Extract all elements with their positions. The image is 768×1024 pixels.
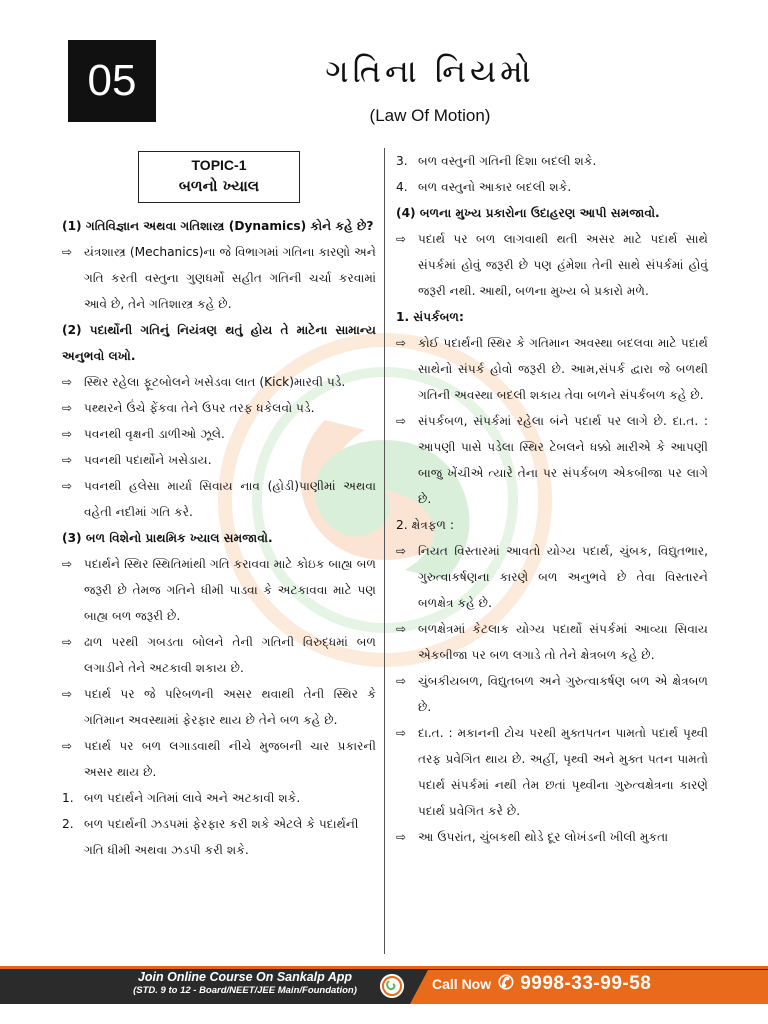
- phone-number[interactable]: ✆ 9998-33-99-58: [498, 973, 652, 994]
- bullet-item: ⇨ બળક્ષેત્રમાં કેટલાક યોગ્ય પદાર્થો સંપર્કમાં આવ્યા સિવાય એકબીજા પર બળ લગાડે તો તેને ક્ષેત્રબળ કહે છે.: [396, 616, 708, 668]
- bullet-item: ⇨ પદાર્થ પર જે પરિબળની અસર થવાથી તેની સ્થિર કે ગતિમાન અવસ્થામાં ફેરફાર થાય છે તેને બળ કહે છે.: [62, 681, 376, 733]
- item-number: 1.: [62, 791, 74, 805]
- numbered-item: [396, 174, 708, 200]
- question-3: (3) બળ વિશેનો પ્રાથમિક ખ્યાલ સમજાવો.: [62, 531, 273, 545]
- bullet-item: ⇨ આ ઉપરાંત, ચુંબકથી થોડે દૂર લોખંડની ખીલી મુકતા: [396, 824, 708, 850]
- section-heading-contact: 1. સંપર્કબળ:: [396, 310, 464, 324]
- bullet-item: ⇨ સ્થિર રહેલા ફૂટબોલને ખસેડવા લાત (Kick)મારવી પડે.: [62, 369, 376, 395]
- topic-box: [138, 151, 300, 203]
- column-divider: [384, 148, 385, 954]
- bullet-item: ⇨ નિયત વિસ્તારમાં આવતો યોગ્ય પદાર્થ, ચુંબક, વિદ્યુતભાર, ગુરુત્વાકર્ષણના કારણે બળ અનુભવે છે તેવા વિસ્તારને બળક્ષેત્ર કહે છે.: [396, 538, 708, 616]
- bullet-item: ⇨ કોઈ પદાર્થની સ્થિર કે ગતિમાન અવસ્થા બદલવા માટે પદાર્થ સાથેનો સંપર્ક હોવો જરૂરી છે. આમ,સંપર્ક દ્વારા જે બળથી ગતિની અવસ્થા બદલી શકાય તેવા બળને સંપર્કબળ કહે છે.: [396, 330, 708, 408]
- question-1: (1) ગતિવિજ્ઞાન અથવા ગતિશાસ્ત્ર (Dynamics) કોને કહે છે?: [62, 219, 374, 233]
- footer-accent-line: [0, 966, 768, 969]
- numbered-item: [62, 785, 376, 811]
- section-heading-field: 2. ક્ષેત્રફળ :: [396, 518, 455, 532]
- bullet-item: ⇨ ચુંબકીયબળ, વિદ્યુતબળ અને ગુરુત્વાકર્ષણ બળ એ ક્ષેત્રબળ છે.: [396, 668, 708, 720]
- item-text: બળ પદાર્થને ગતિમાં લાવે અને અટકાવી શકે.: [84, 791, 301, 805]
- chapter-title: ગતિના નિયમો: [325, 52, 535, 90]
- answer-1: ⇨ યંત્રશાસ્ત્ર (Mechanics)ના જે વિભાગમાં ગતિના કારણો અને ગતિ કરતી વસ્તુના ગુણધર્મો સહીત ગતિની ચર્ચા કરવામાં આવે છે, તેને ગતિશાસ્ત્ર કહે છે.: [62, 239, 376, 317]
- bullet-item: ⇨ પવનથી હલેસા માર્યા સિવાય નાવ (હોડી)પાણીમાં અથવા વહેતી નદીમાં ગતિ કરે.: [62, 473, 376, 525]
- call-now-label: Call Now: [432, 976, 492, 992]
- bullet-item: ⇨ પદાર્થ પર બળ લાગવાથી થતી અસર માટે પદાર્થ સાથે સંપર્કમાં હોવું જરૂરી છે પણ હંમેશા તેની સાથે સંપર્કમાં હોવું જરૂરી નથી. આથી, બળના મુખ્ય બે પ્રકારો મળે.: [396, 226, 708, 304]
- item-number: 3.: [396, 154, 408, 168]
- item-number: 4.: [396, 180, 408, 194]
- chapter-subtitle: (Law Of Motion): [369, 106, 491, 125]
- item-text: બળ પદાર્થની ઝડપમાં ફેરફાર કરી શકે એટલે કે પદાર્થની ગતિ ધીમી અથવા ઝડપી કરી શકે.: [84, 817, 359, 857]
- bullet-item: ⇨ પવનથી પદાર્થોને ખસેડાય.: [62, 447, 376, 473]
- phone-number-text: 9998-33-99-58: [520, 973, 652, 994]
- bullet-item: ⇨ પવનથી વૃક્ષની ડાળીઓ ઝૂલે.: [62, 421, 376, 447]
- chapter-number: 05: [68, 40, 156, 122]
- left-column: [62, 148, 376, 863]
- bullet-item: ⇨ ઢાળ પરથી ગબડતા બોલને તેની ગતિની વિરુદ્ધમાં બળ લગાડીને તેને અટકાવી શકાય છે.: [62, 629, 376, 681]
- sankalp-logo-icon: [380, 974, 404, 998]
- item-text: બળ વસ્તુનો આકાર બદલી શકે.: [418, 180, 572, 194]
- item-text: બળ વસ્તુની ગતિની દિશા બદલી શકે.: [418, 154, 597, 168]
- footer-promo: [100, 970, 390, 998]
- numbered-item: [396, 148, 708, 174]
- footer-std-text: (STD. 9 to 12 - Board/NEET/JEE Main/Foundation): [133, 985, 357, 996]
- bullet-item: ⇨ દા.ત. : મકાનની ટોચ પરથી મુક્તપતન પામતો પદાર્થ પૃથ્વી તરફ પ્રવેગિત થાય છે. અહીં, પૃથ્વી અને મુક્ત પતન પામતો પદાર્થ સંપર્કમાં નથી તેમ છતાં પૃથ્વીના ગુરુત્વક્ષેત્રના કારણે પદાર્થ પ્રવેગિત કરે છે.: [396, 720, 708, 824]
- bullet-item: ⇨ પદાર્થને સ્થિર સ્થિતિમાંથી ગતિ કરાવવા માટે કોઇક બાહ્ય બળ જરૂરી છે તેમજ ગતિને ધીમી પાડવા કે અટકાવવા માટે પણ બાહ્ય બળ જરૂરી છે.: [62, 551, 376, 629]
- question-2: (2) પદાર્થોની ગતિનું નિયંત્રણ થતું હોય તે માટેના સામાન્ય અનુભવો લખો.: [62, 323, 376, 363]
- bullet-item: ⇨ પદાર્થ પર બળ લગાડવાથી નીચે મુજબની ચાર પ્રકારની અસર થાય છે.: [62, 733, 376, 785]
- item-number: 2.: [62, 817, 74, 831]
- bullet-item: ⇨ પથ્થરને ઉંચે ફેંકવા તેને ઉપર તરફ ધકેલવો પડે.: [62, 395, 376, 421]
- topic-title: બળનો ખ્યાલ: [178, 177, 260, 195]
- topic-label: TOPIC-1: [191, 157, 247, 173]
- right-column: [396, 148, 708, 850]
- bullet-item: ⇨ સંપર્કબળ, સંપર્કમાં રહેલા બંને પદાર્થ પર લાગે છે. દા.ત. : આપણી પાસે પડેલા સ્થિર ટેબલને ધક્કો મારીએ કે આપણી બાજુ ખેંચીએ ત્યારે તેના પર સંપર્કબળ એકબીજા પર લાગે છે.: [396, 408, 708, 512]
- numbered-item: [62, 811, 376, 863]
- footer-join-text: Join Online Course On Sankalp App: [137, 970, 353, 984]
- question-4: (4) બળના મુખ્ય પ્રકારોના ઉદાહરણ આપી સમજાવો.: [396, 206, 660, 220]
